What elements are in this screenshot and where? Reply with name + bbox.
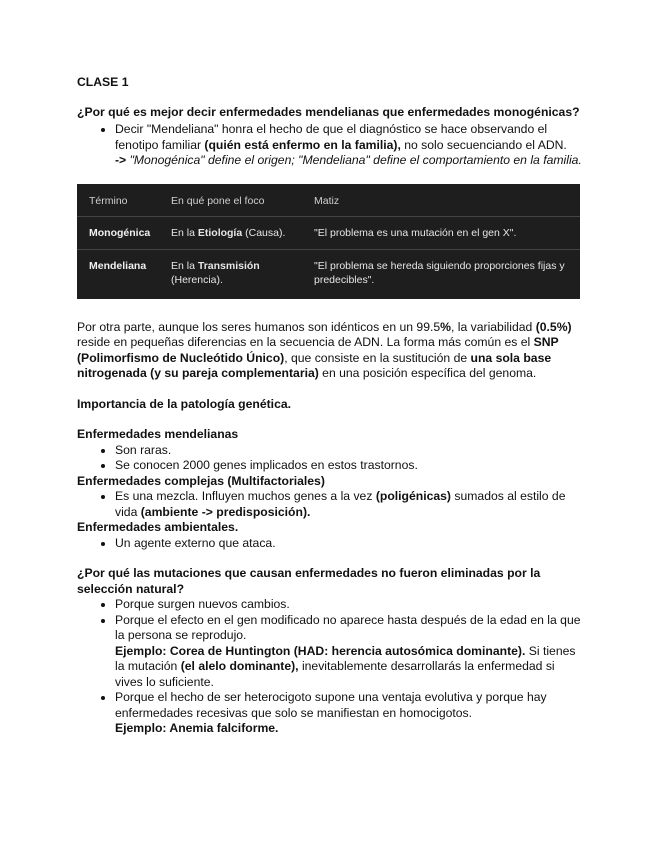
list-item: • Un agente externo que ataca. (115, 536, 582, 552)
question-1-list (77, 122, 582, 169)
list-item: • Se conocen 2000 genes implicados en estos trastornos. (115, 458, 582, 474)
arrow-note: -> "Monogénica" define el origen; "Mendeliana" define el comportamiento en la familia. (115, 153, 582, 167)
list-item: • Son raras. (115, 443, 582, 459)
question-2-heading: ¿Por qué las mutaciones que causan enfermedades no fueron eliminadas por la selección natural? (77, 566, 541, 596)
table-cell-focus: En la Transmisión (Herencia). (171, 259, 260, 286)
mendelian-list (77, 443, 582, 474)
table-header: Matiz (314, 184, 580, 217)
environmental-list (77, 536, 582, 552)
class-title: CLASE 1 (77, 75, 129, 89)
table-cell-nuance: "El problema se hereda siguiendo proporciones fijas y predecibles". (314, 259, 565, 286)
list-item: • Porque surgen nuevos cambios. (115, 597, 582, 613)
environmental-heading: Enfermedades ambientales. (77, 520, 239, 534)
table-cell-term: Mendeliana (89, 259, 147, 272)
document-content (77, 75, 582, 737)
list-item: • Porque el hecho de ser heterocigoto supone una ventaja evolutiva y porque hay enfermedades recesivas que solo se manifiestan en homocigotos. Ejemplo: Anemia falciforme. (115, 690, 582, 737)
table-cell-term: Monogénica (77, 216, 171, 249)
question-1-heading: ¿Por qué es mejor decir enfermedades mendelianas que enfermedades monogénicas? (77, 104, 580, 119)
snp-paragraph: Por otra parte, aunque los seres humanos son idénticos en un 99.5%, la variabilidad (0.5%) reside en pequeñas diferencias en la secuencia de ADN. La forma más común es el SNP (Polimorfismo de Nucleótido Único), que consiste en la sustitución de una sola base nitrogenada (y su pareja complementaria) en una posición específica del genoma. (77, 319, 572, 380)
list-item: • Es una mezcla. Influyen muchos genes a la vez (poligénicas) sumados al estilo de vida (ambiente -> predisposición). (115, 489, 582, 520)
table-row (77, 216, 580, 249)
importance-heading: Importancia de la patología genética. (77, 396, 292, 411)
complex-heading: Enfermedades complejas (Multifactoriales) (77, 473, 325, 488)
table-header: En qué pone el foco (171, 184, 314, 217)
example-sickle-cell: Ejemplo: Anemia falciforme. (115, 721, 279, 735)
example-huntington: Ejemplo: Corea de Huntington (HAD: herencia autosómica dominante). Si tienes la mutación (el alelo dominante), inevitablemente desarrollarás la enfermedad si vives lo suficiente. (115, 643, 576, 689)
mendelian-heading: Enfermedades mendelianas (77, 427, 239, 441)
table-cell-focus: En la Etiología (Causa). (171, 216, 314, 249)
list-item: • Porque el efecto en el gen modificado no aparece hasta después de la edad en la que la persona se reprodujo. Ejemplo: Corea de Huntington (HAD: herencia autosómica dominante). Si tienes la mutación (el alelo dominante), inevitablemente desarrollarás la enfermedad si vives lo suficiente. (115, 613, 582, 691)
table-row (77, 249, 580, 299)
table-cell-nuance: "El problema es una mutación en el gen X". (314, 216, 580, 249)
table-header-row (77, 184, 580, 217)
question-2-list (77, 597, 582, 737)
list-item: • Decir "Mendeliana" honra el hecho de que el diagnóstico se hace observando el fenotipo familiar (quién está enfermo en la familia), no solo secuenciando el ADN. -> "Monogénica" define el origen; "Mendeliana" define el comportamiento en la familia. (115, 122, 582, 169)
comparison-table (77, 184, 580, 299)
complex-list (77, 489, 582, 520)
table-header: Término (77, 184, 171, 217)
